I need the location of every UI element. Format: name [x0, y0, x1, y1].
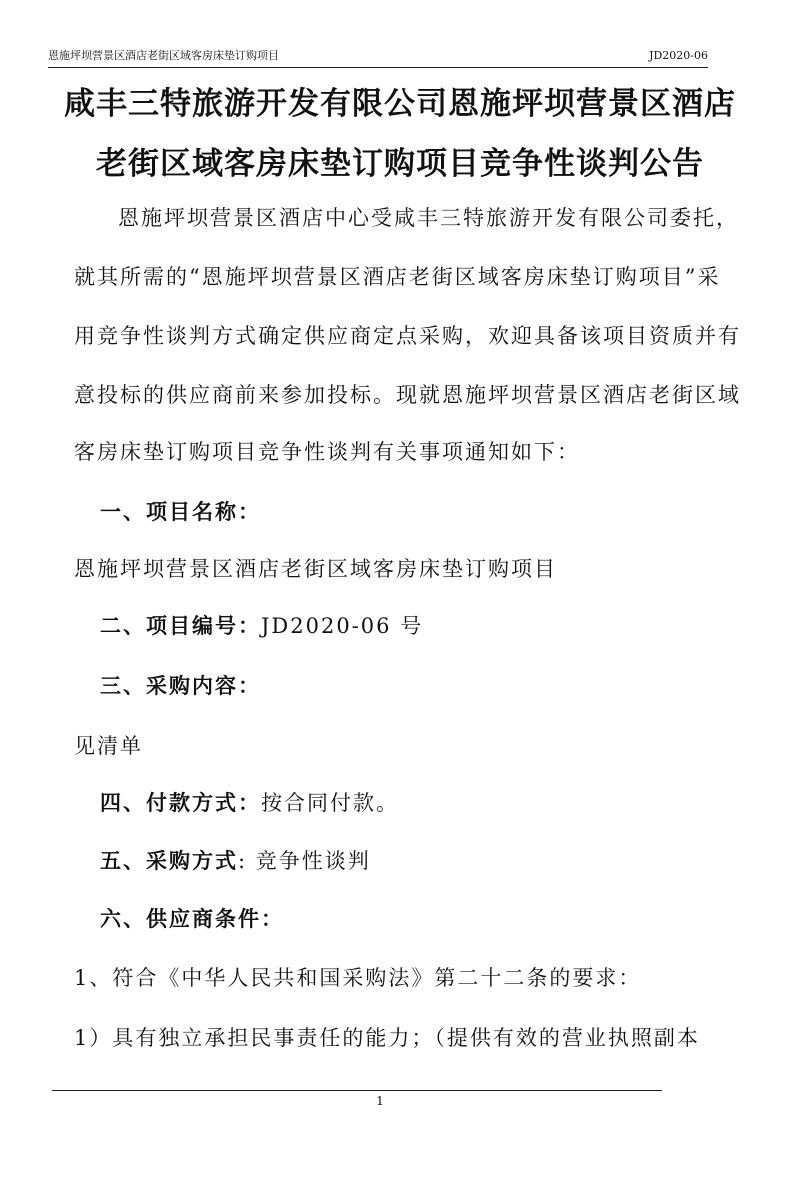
section-2-heading: 二、项目编号： — [100, 614, 261, 638]
section-1-heading: 一、项目名称： — [100, 500, 261, 524]
section-6-item-1: 1、符合《中华人民共和国采购法》第二十二条的要求： — [74, 966, 642, 990]
section-3-content: 见清单 — [74, 734, 143, 758]
section-4 — [100, 787, 399, 817]
document-title-line-2: 老街区域客房床垫订购项目竞争性谈判公告 — [96, 146, 704, 182]
section-2-value: JD2020-06 号 — [261, 614, 424, 638]
section-2 — [100, 610, 423, 640]
page-header — [48, 45, 708, 68]
section-6-item-2: 1）具有独立承担民事责任的能力；（提供有效的营业执照副本 — [74, 1026, 700, 1050]
section-4-heading: 四、付款方式： — [100, 791, 261, 815]
section-3-heading: 三、采购内容： — [100, 674, 261, 698]
section-1-content: 恩施坪坝营景区酒店老街区域客房床垫订购项目 — [74, 557, 557, 581]
header-project-name: 恩施坪坝营景区酒店老街区域客房床垫订购项目 — [48, 49, 279, 62]
section-6-heading: 六、供应商条件： — [100, 907, 284, 931]
document-title-line-1: 咸丰三特旅游开发有限公司恩施坪坝营景区酒店 — [64, 86, 736, 122]
page-number: 1 — [376, 1094, 384, 1108]
section-5-colon: : — [238, 849, 248, 873]
intro-line-1: 恩施坪坝营景区酒店中心受咸丰三特旅游开发有限公司委托， — [118, 206, 739, 230]
footer-divider — [52, 1090, 662, 1091]
intro-line-4: 意投标的供应商前来参加投标。现就恩施坪坝营景区酒店老街区域 — [74, 383, 741, 407]
section-4-value: 按合同付款。 — [261, 791, 399, 815]
intro-line-3: 用竞争性谈判方式确定供应商定点采购，欢迎具备该项目资质并有 — [74, 324, 741, 348]
header-project-code: JD2020-06 — [649, 49, 708, 62]
section-5-heading: 五、采购方式 — [100, 849, 238, 873]
intro-line-5: 客房床垫订购项目竞争性谈判有关事项通知如下： — [74, 440, 580, 464]
section-5-value: 竞争性谈判 — [247, 849, 371, 873]
section-5 — [100, 845, 371, 875]
intro-line-2: 就其所需的“恩施坪坝营景区酒店老街区域客房床垫订购项目”采 — [74, 265, 721, 289]
